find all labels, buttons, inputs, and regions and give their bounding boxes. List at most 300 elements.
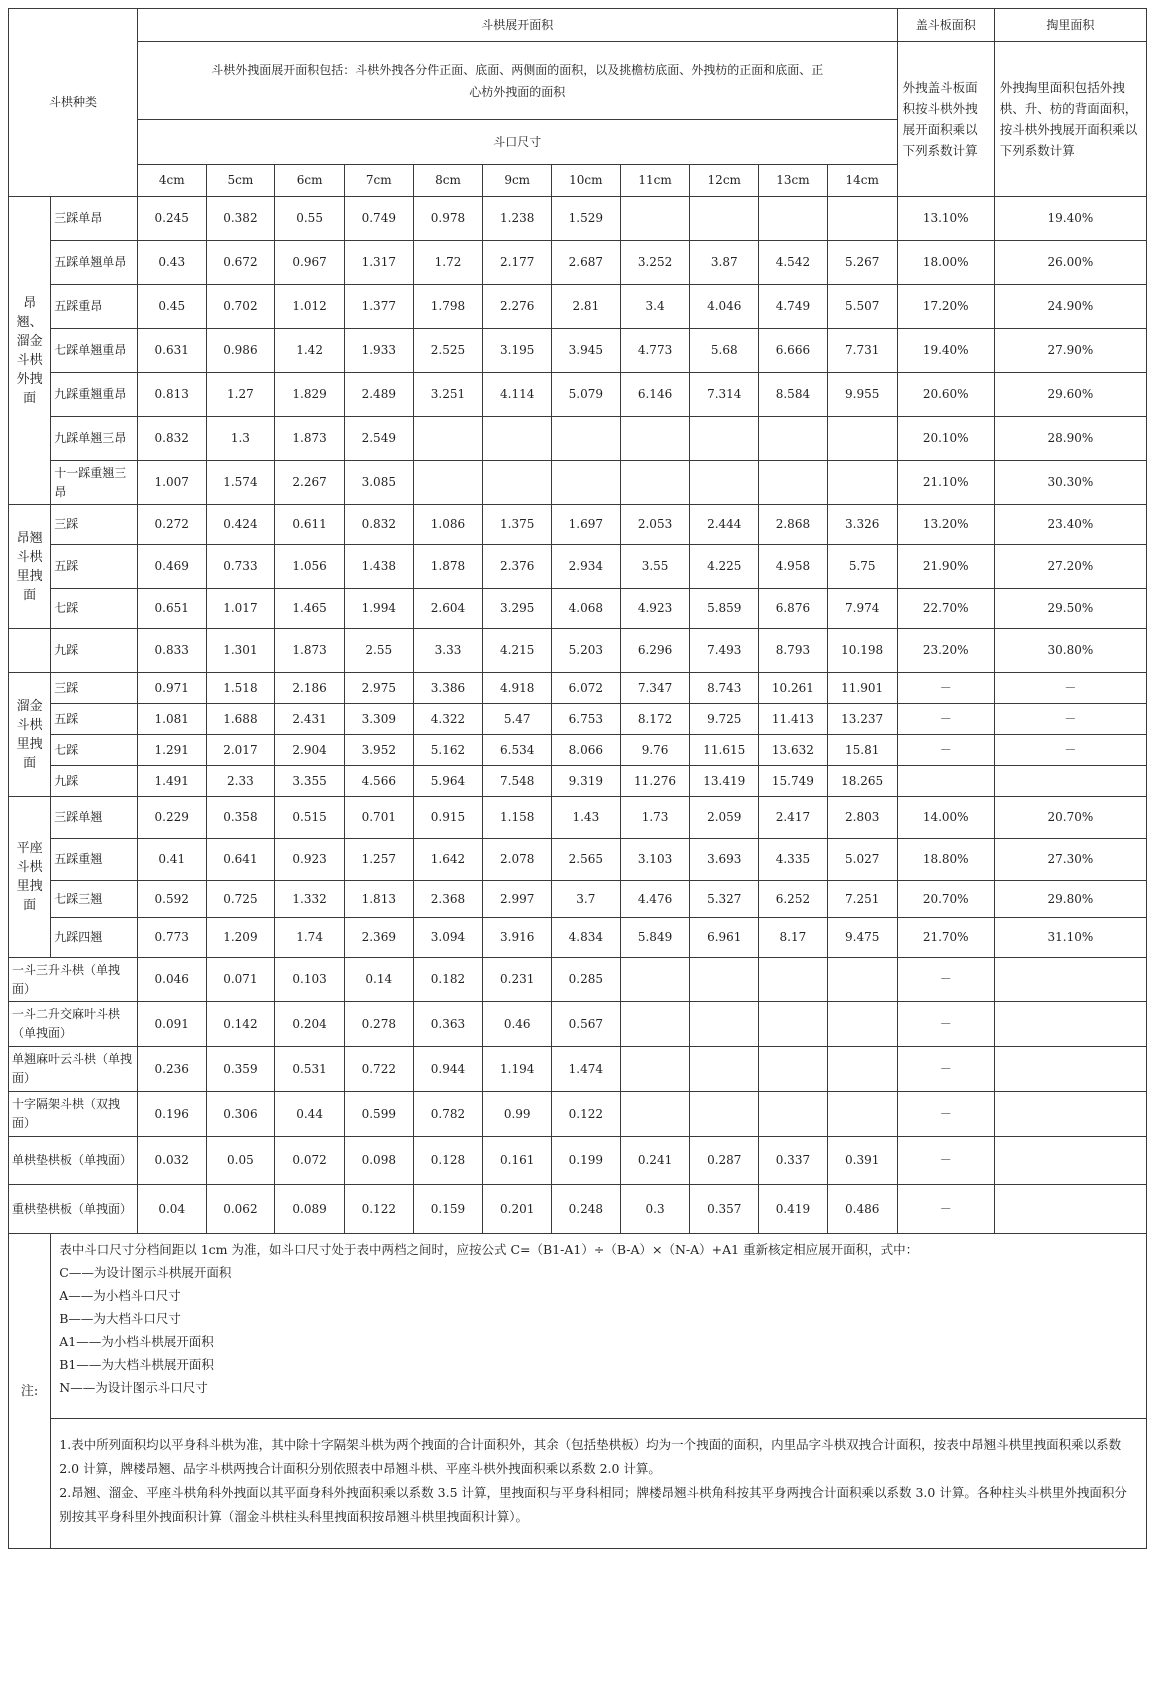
area-value <box>759 461 828 505</box>
row-name: 五踩 <box>51 545 138 589</box>
area-value: 2.369 <box>344 918 413 958</box>
inner-coefficient <box>994 1002 1146 1047</box>
inner-coefficient: 23.40% <box>994 505 1146 545</box>
table-row <box>9 1092 1147 1137</box>
area-value: 4.542 <box>759 241 828 285</box>
area-value <box>413 461 483 505</box>
area-value: 0.14 <box>344 958 413 1002</box>
formula-line: 表中斗口尺寸分档间距以 1cm 为准，如斗口尺寸处于表中两档之间时，应按公式 C=（B1-A1）÷（B-A）×（N-A）+A1 重新核定相应展开面积，式中： <box>59 1242 919 1257</box>
area-value: 4.335 <box>759 839 828 881</box>
area-value: 0.424 <box>206 505 275 545</box>
area-value: 5.47 <box>483 704 552 735</box>
area-value: 11.413 <box>759 704 828 735</box>
table-row <box>9 839 1147 881</box>
area-value: 0.122 <box>344 1185 413 1234</box>
area-value: 6.252 <box>759 881 828 918</box>
area-value: 0.382 <box>206 197 275 241</box>
area-value: 5.507 <box>827 285 897 329</box>
area-value: 0.967 <box>275 241 345 285</box>
row-name: 五踩 <box>51 704 138 735</box>
area-value: 1.73 <box>620 797 690 839</box>
area-value: 1.474 <box>552 1047 621 1092</box>
area-value: 8.17 <box>759 918 828 958</box>
cover-area-header: 盖斗板面积 <box>897 9 994 42</box>
inner-coefficient <box>994 1047 1146 1092</box>
area-value: 3.33 <box>413 629 483 673</box>
cover-coefficient: 13.20% <box>897 505 994 545</box>
area-value: 0.531 <box>275 1047 345 1092</box>
area-value: 2.489 <box>344 373 413 417</box>
area-value: 3.094 <box>413 918 483 958</box>
area-value: 4.918 <box>483 673 552 704</box>
cover-coefficient: 23.20% <box>897 629 994 673</box>
area-value: 2.276 <box>483 285 552 329</box>
area-value: 6.296 <box>620 629 690 673</box>
cover-coefficient: 19.40% <box>897 329 994 373</box>
row-name: 单翘麻叶云斗栱（单拽面） <box>9 1047 138 1092</box>
area-value <box>552 461 621 505</box>
area-value: 0.782 <box>413 1092 483 1137</box>
area-value: 0.55 <box>275 197 345 241</box>
row-name: 三踩单翘 <box>51 797 138 839</box>
formula-notes <box>51 1234 1147 1419</box>
area-value: 1.081 <box>137 704 206 735</box>
area-value <box>620 1047 690 1092</box>
category-label: 溜金斗栱里拽面 <box>9 673 51 797</box>
area-value: 1.377 <box>344 285 413 329</box>
area-value <box>620 461 690 505</box>
area-value: 4.476 <box>620 881 690 918</box>
area-value: 4.114 <box>483 373 552 417</box>
area-value: 2.565 <box>552 839 621 881</box>
inner-coefficient: 28.90% <box>994 417 1146 461</box>
area-value: 5.849 <box>620 918 690 958</box>
area-value: 5.203 <box>552 629 621 673</box>
area-value: 2.549 <box>344 417 413 461</box>
area-value: 1.017 <box>206 589 275 629</box>
area-value: 2.376 <box>483 545 552 589</box>
inner-coefficient: 20.70% <box>994 797 1146 839</box>
row-name: 九踩单翘三昂 <box>51 417 138 461</box>
area-value <box>827 417 897 461</box>
area-value: 2.017 <box>206 735 275 766</box>
area-value: 7.347 <box>620 673 690 704</box>
area-value: 0.199 <box>552 1137 621 1185</box>
area-value: 0.128 <box>413 1137 483 1185</box>
row-name: 七踩 <box>51 589 138 629</box>
table-body <box>9 197 1147 1549</box>
row-name: 一斗三升斗栱（单拽面） <box>9 958 138 1002</box>
table-row <box>9 797 1147 839</box>
cover-coefficient: 17.20% <box>897 285 994 329</box>
area-value: 0.142 <box>206 1002 275 1047</box>
size-col-5: 9cm <box>483 165 552 197</box>
area-value: 7.731 <box>827 329 897 373</box>
area-value: 1.994 <box>344 589 413 629</box>
cover-coefficient: － <box>897 673 994 704</box>
area-value <box>827 1092 897 1137</box>
area-value: 2.904 <box>275 735 345 766</box>
inner-coefficient: 30.30% <box>994 461 1146 505</box>
row-name: 五踩单翘单昂 <box>51 241 138 285</box>
area-value: 0.357 <box>690 1185 759 1234</box>
note-paragraph: 2.昂翘、溜金、平座斗栱角科外拽面以其平面身科外拽面积乘以系数 3.5 计算，里拽面积与平身科相同；牌楼昂翘斗栱角科按其平身两拽合计面积乘以系数 3.0 计算。各种柱头斗栱里外拽面积分别按其平身科里外拽面积计算（溜金斗栱柱头科里拽面积按昂翘斗栱里拽面积计算）。 <box>59 1485 1127 1524</box>
area-value <box>827 1047 897 1092</box>
area-value: 3.693 <box>690 839 759 881</box>
area-value: 1.933 <box>344 329 413 373</box>
area-value: 2.803 <box>827 797 897 839</box>
area-value: 2.868 <box>759 505 828 545</box>
category-label: 昂翘、溜金斗栱外拽面 <box>9 197 51 505</box>
area-value: 3.251 <box>413 373 483 417</box>
area-value: 4.068 <box>552 589 621 629</box>
row-name: 单栱垫栱板（单拽面） <box>9 1137 138 1185</box>
area-value: 13.237 <box>827 704 897 735</box>
cover-coefficient: － <box>897 1002 994 1047</box>
category-label <box>9 629 51 673</box>
expanded-area-header: 斗栱展开面积 <box>137 9 897 42</box>
row-name: 三踩 <box>51 673 138 704</box>
category-label: 平座斗栱里拽面 <box>9 797 51 958</box>
area-value: 7.548 <box>483 766 552 797</box>
area-value: 6.961 <box>690 918 759 958</box>
table-row <box>9 881 1147 918</box>
area-value: 0.944 <box>413 1047 483 1092</box>
area-value: 2.078 <box>483 839 552 881</box>
row-name: 一斗二升交麻叶斗栱（单拽面） <box>9 1002 138 1047</box>
area-value: 1.491 <box>137 766 206 797</box>
area-value: 0.46 <box>483 1002 552 1047</box>
area-value: 0.631 <box>137 329 206 373</box>
row-name: 九踩重翘重昂 <box>51 373 138 417</box>
area-value: 1.42 <box>275 329 345 373</box>
table-row <box>9 589 1147 629</box>
area-value: 13.632 <box>759 735 828 766</box>
size-col-10: 14cm <box>827 165 897 197</box>
area-value: 1.158 <box>483 797 552 839</box>
area-value: 5.162 <box>413 735 483 766</box>
inner-coefficient: 29.60% <box>994 373 1146 417</box>
area-value: 3.195 <box>483 329 552 373</box>
inner-coefficient: 31.10% <box>994 918 1146 958</box>
area-value: 5.027 <box>827 839 897 881</box>
area-value: 0.363 <box>413 1002 483 1047</box>
area-value: 0.773 <box>137 918 206 958</box>
area-value: 0.241 <box>620 1137 690 1185</box>
area-value: 0.419 <box>759 1185 828 1234</box>
area-value <box>552 417 621 461</box>
area-value <box>827 958 897 1002</box>
area-value <box>690 958 759 1002</box>
area-value: 10.198 <box>827 629 897 673</box>
row-name: 重栱垫栱板（单拽面） <box>9 1185 138 1234</box>
table-row <box>9 629 1147 673</box>
area-value: 3.4 <box>620 285 690 329</box>
area-value: 6.666 <box>759 329 828 373</box>
area-value: 2.267 <box>275 461 345 505</box>
area-value: 6.146 <box>620 373 690 417</box>
inner-coefficient: 27.90% <box>994 329 1146 373</box>
area-value: 0.832 <box>344 505 413 545</box>
formula-line: A1——为小档斗栱展开面积 <box>59 1334 214 1349</box>
area-value: 11.276 <box>620 766 690 797</box>
area-value: 0.122 <box>552 1092 621 1137</box>
area-value <box>827 1002 897 1047</box>
area-value: 0.99 <box>483 1092 552 1137</box>
area-value <box>759 1047 828 1092</box>
area-value: 0.733 <box>206 545 275 589</box>
area-value: 5.267 <box>827 241 897 285</box>
area-value: 2.053 <box>620 505 690 545</box>
area-value <box>483 417 552 461</box>
area-value: 1.465 <box>275 589 345 629</box>
inner-coefficient: 29.50% <box>994 589 1146 629</box>
area-value: 5.75 <box>827 545 897 589</box>
area-value: 1.642 <box>413 839 483 881</box>
area-value: 4.923 <box>620 589 690 629</box>
area-value: 0.204 <box>275 1002 345 1047</box>
area-value: 4.773 <box>620 329 690 373</box>
area-value: 2.368 <box>413 881 483 918</box>
area-value <box>690 461 759 505</box>
area-value: 0.701 <box>344 797 413 839</box>
area-value: 1.829 <box>275 373 345 417</box>
area-value: 1.798 <box>413 285 483 329</box>
notes-label: 注: <box>9 1234 51 1549</box>
area-value: 0.391 <box>827 1137 897 1185</box>
area-value: 4.958 <box>759 545 828 589</box>
area-value: 3.326 <box>827 505 897 545</box>
area-value: 0.978 <box>413 197 483 241</box>
area-value: 0.486 <box>827 1185 897 1234</box>
area-value: 7.251 <box>827 881 897 918</box>
area-value: 0.43 <box>137 241 206 285</box>
area-value: 0.359 <box>206 1047 275 1092</box>
area-value: 0.072 <box>275 1137 345 1185</box>
area-value: 0.515 <box>275 797 345 839</box>
area-value: 2.186 <box>275 673 345 704</box>
row-name: 九踩四翘 <box>51 918 138 958</box>
area-value: 11.615 <box>690 735 759 766</box>
area-value: 0.725 <box>206 881 275 918</box>
cover-coefficient <box>897 766 994 797</box>
row-name: 十字隔架斗栱（双拽面） <box>9 1092 138 1137</box>
table-row <box>9 373 1147 417</box>
area-value: 3.916 <box>483 918 552 958</box>
area-value: 0.358 <box>206 797 275 839</box>
area-value: 15.81 <box>827 735 897 766</box>
area-value <box>759 1002 828 1047</box>
area-value: 0.278 <box>344 1002 413 1047</box>
area-value: 1.012 <box>275 285 345 329</box>
area-value: 1.878 <box>413 545 483 589</box>
area-value: 2.975 <box>344 673 413 704</box>
size-col-2: 6cm <box>275 165 345 197</box>
inner-coefficient <box>994 1185 1146 1234</box>
cover-coefficient: 22.70% <box>897 589 994 629</box>
area-value: 0.41 <box>137 839 206 881</box>
area-value: 4.225 <box>690 545 759 589</box>
area-value: 1.301 <box>206 629 275 673</box>
area-value: 0.032 <box>137 1137 206 1185</box>
area-value: 2.33 <box>206 766 275 797</box>
area-value: 1.375 <box>483 505 552 545</box>
area-value: 0.248 <box>552 1185 621 1234</box>
area-value: 8.743 <box>690 673 759 704</box>
table-row <box>9 505 1147 545</box>
area-value: 0.599 <box>344 1092 413 1137</box>
area-value <box>827 461 897 505</box>
area-value: 5.327 <box>690 881 759 918</box>
area-value: 4.834 <box>552 918 621 958</box>
area-value: 3.085 <box>344 461 413 505</box>
area-value: 1.438 <box>344 545 413 589</box>
area-value: 7.974 <box>827 589 897 629</box>
row-name: 五踩重昂 <box>51 285 138 329</box>
area-value: 3.252 <box>620 241 690 285</box>
row-name: 三踩 <box>51 505 138 545</box>
area-value: 1.291 <box>137 735 206 766</box>
size-col-1: 5cm <box>206 165 275 197</box>
table-row <box>9 1047 1147 1092</box>
area-value: 0.986 <box>206 329 275 373</box>
area-value <box>759 958 828 1002</box>
cover-coefficient: 21.70% <box>897 918 994 958</box>
inner-coefficient <box>994 958 1146 1002</box>
area-value: 4.046 <box>690 285 759 329</box>
area-value: 4.322 <box>413 704 483 735</box>
area-value: 5.964 <box>413 766 483 797</box>
area-value: 2.604 <box>413 589 483 629</box>
area-value: 2.81 <box>552 285 621 329</box>
area-value: 1.27 <box>206 373 275 417</box>
area-value: 8.584 <box>759 373 828 417</box>
area-value: 1.007 <box>137 461 206 505</box>
area-value <box>413 417 483 461</box>
size-col-4: 8cm <box>413 165 483 197</box>
table-row <box>9 545 1147 589</box>
area-value: 1.574 <box>206 461 275 505</box>
table-row <box>9 958 1147 1002</box>
table-row <box>9 1002 1147 1047</box>
dougong-area-table <box>8 8 1147 1549</box>
area-value: 0.272 <box>137 505 206 545</box>
area-value: 9.475 <box>827 918 897 958</box>
area-value: 9.725 <box>690 704 759 735</box>
size-col-7: 11cm <box>620 165 690 197</box>
area-value: 0.832 <box>137 417 206 461</box>
formula-line: A——为小档斗口尺寸 <box>59 1288 181 1303</box>
area-value: 3.355 <box>275 766 345 797</box>
cover-area-description: 外拽盖斗板面积按斗栱外拽展开面积乘以下列系数计算 <box>897 42 994 197</box>
area-value <box>759 417 828 461</box>
area-value: 0.651 <box>137 589 206 629</box>
area-value: 11.901 <box>827 673 897 704</box>
area-value: 0.672 <box>206 241 275 285</box>
area-value: 3.386 <box>413 673 483 704</box>
area-value: 0.287 <box>690 1137 759 1185</box>
area-value: 10.261 <box>759 673 828 704</box>
area-value: 1.056 <box>275 545 345 589</box>
area-value: 0.641 <box>206 839 275 881</box>
area-value: 2.417 <box>759 797 828 839</box>
table-row <box>9 766 1147 797</box>
area-value: 0.592 <box>137 881 206 918</box>
paragraph-notes <box>51 1419 1147 1549</box>
size-header: 斗口尺寸 <box>137 120 897 165</box>
area-value: 0.201 <box>483 1185 552 1234</box>
inner-coefficient: － <box>994 704 1146 735</box>
area-value: 2.525 <box>413 329 483 373</box>
inner-coefficient <box>994 1137 1146 1185</box>
size-col-6: 10cm <box>552 165 621 197</box>
inner-coefficient: 24.90% <box>994 285 1146 329</box>
cover-coefficient: － <box>897 1137 994 1185</box>
area-value: 15.749 <box>759 766 828 797</box>
cover-coefficient: 14.00% <box>897 797 994 839</box>
formula-line: B1——为大档斗栱展开面积 <box>59 1357 214 1372</box>
area-value: 0.089 <box>275 1185 345 1234</box>
table-row <box>9 1137 1147 1185</box>
area-value: 2.934 <box>552 545 621 589</box>
area-value: 0.44 <box>275 1092 345 1137</box>
area-value: 0.231 <box>483 958 552 1002</box>
document <box>8 8 1147 1549</box>
area-value <box>620 417 690 461</box>
area-value: 0.071 <box>206 958 275 1002</box>
cover-coefficient: － <box>897 704 994 735</box>
area-value: 0.702 <box>206 285 275 329</box>
area-value: 0.196 <box>137 1092 206 1137</box>
cover-coefficient: 18.80% <box>897 839 994 881</box>
row-name: 五踩重翘 <box>51 839 138 881</box>
inner-coefficient <box>994 1092 1146 1137</box>
category-label: 昂翘斗栱里拽面 <box>9 505 51 629</box>
area-value: 0.45 <box>137 285 206 329</box>
area-value: 1.332 <box>275 881 345 918</box>
area-value: 0.923 <box>275 839 345 881</box>
area-value <box>483 461 552 505</box>
size-col-3: 7cm <box>344 165 413 197</box>
table-row <box>9 241 1147 285</box>
area-value: 1.688 <box>206 704 275 735</box>
notes-row <box>9 1419 1147 1549</box>
area-value: 2.687 <box>552 241 621 285</box>
area-value: 13.419 <box>690 766 759 797</box>
area-value: 1.813 <box>344 881 413 918</box>
area-value: 0.749 <box>344 197 413 241</box>
area-value: 3.87 <box>690 241 759 285</box>
area-value: 5.68 <box>690 329 759 373</box>
area-value: 0.306 <box>206 1092 275 1137</box>
area-value: 1.529 <box>552 197 621 241</box>
cover-coefficient: 21.10% <box>897 461 994 505</box>
area-value: 1.873 <box>275 417 345 461</box>
area-value: 2.177 <box>483 241 552 285</box>
inner-coefficient: 29.80% <box>994 881 1146 918</box>
area-value: 4.566 <box>344 766 413 797</box>
table-row <box>9 1185 1147 1234</box>
cover-coefficient: 20.70% <box>897 881 994 918</box>
area-value: 1.3 <box>206 417 275 461</box>
cover-coefficient: － <box>897 1185 994 1234</box>
area-value: 0.971 <box>137 673 206 704</box>
area-value: 0.813 <box>137 373 206 417</box>
area-value: 1.317 <box>344 241 413 285</box>
inner-area-header: 掏里面积 <box>994 9 1146 42</box>
area-value <box>620 197 690 241</box>
area-value: 2.059 <box>690 797 759 839</box>
